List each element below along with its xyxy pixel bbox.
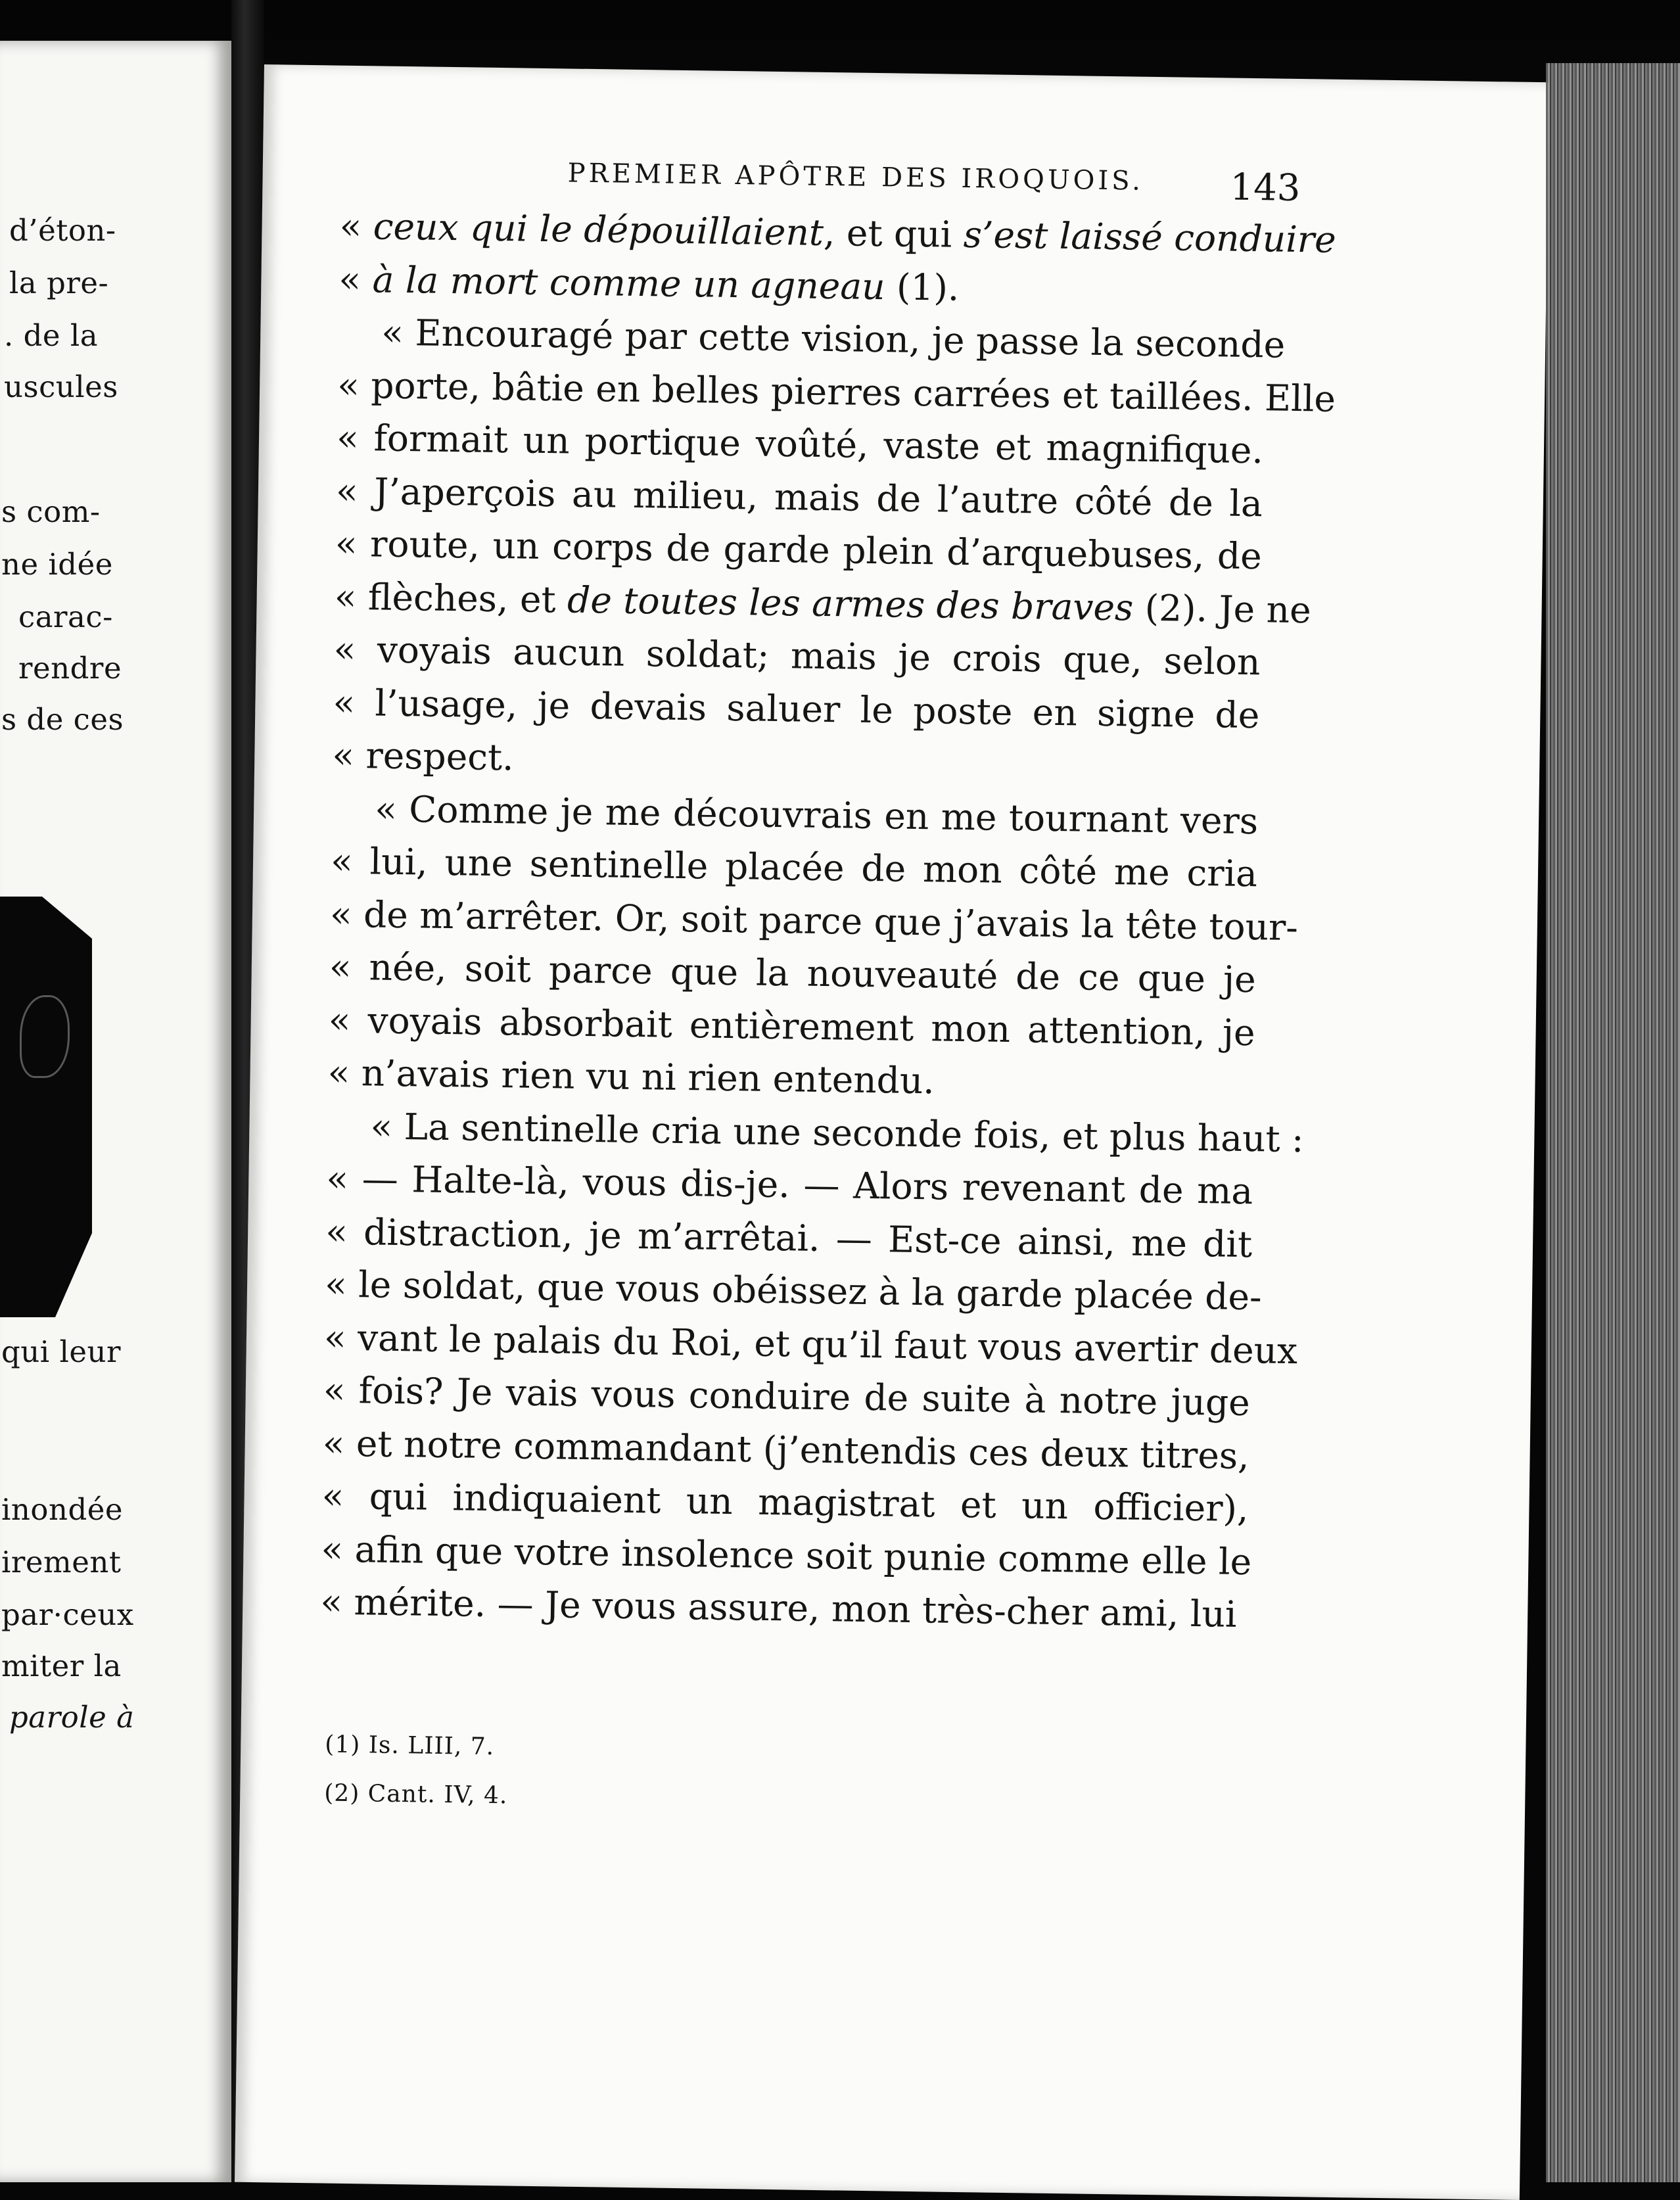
footnote: (2) Cant. IV, 4.: [324, 1779, 508, 1810]
text-run: « porte, bâtie en belles pierres carrées et taillées. Elle: [337, 363, 1336, 420]
text-run: « vant le palais du Roi, et qu’il faut vous avertir deux: [323, 1316, 1298, 1372]
left-facing-page: [0, 41, 231, 2182]
left-page-line: carac-: [18, 599, 113, 634]
text-line: [321, 1476, 1249, 1528]
text-line: [325, 1211, 1253, 1264]
left-page-line: ne idée: [1, 547, 113, 582]
italic-text-run: ceux qui le dépouillaient: [373, 205, 824, 254]
text-run: (2). Je ne: [1132, 586, 1312, 632]
text-run: « le soldat, que vous obéissez à la garde placée de-: [324, 1263, 1263, 1319]
text-line: [327, 1053, 1255, 1106]
left-page-line: par·ceux: [1, 1597, 134, 1632]
left-page-line: qui leur: [1, 1334, 122, 1369]
text-line: [331, 841, 1258, 894]
left-page-line: s com-: [1, 494, 101, 529]
text-line: [335, 524, 1262, 576]
italic-text-run: de toutes les armes des braves: [567, 578, 1134, 629]
text-run: « formait un portique voûté, vaste et magnifique.: [336, 416, 1264, 472]
text-run: « afin que votre insolence soit punie comme elle le: [321, 1528, 1252, 1583]
left-page-line: uscules: [4, 369, 118, 404]
left-page-line: miter la: [1, 1649, 122, 1683]
text-run: « l’usage, je devais saluer le poste en signe de: [333, 681, 1260, 737]
text-line: [381, 311, 1286, 366]
text-run: «: [338, 258, 373, 301]
text-run: « fois? Je vais vous conduire de suite à notre juge: [323, 1369, 1251, 1424]
text-run: « distraction, je m’arrêtai. — Est-ce ainsi, me dit: [325, 1210, 1253, 1266]
text-line: [322, 1423, 1249, 1476]
text-run: « route, un corps de garde plein d’arquebuses, de: [335, 522, 1263, 578]
text-run: « n’avais rien vu ni rien entendu.: [327, 1051, 935, 1102]
illustration-fragment: [0, 897, 92, 1317]
left-page-line: parole à: [9, 1700, 135, 1735]
text-line: [321, 1528, 1252, 1583]
text-line: [337, 363, 1336, 420]
left-page-line: d’éton-: [9, 213, 116, 248]
page-number: 143: [1230, 166, 1301, 210]
text-run: « mérite. — Je vous assure, mon très-cher ami, lui: [319, 1580, 1237, 1635]
text-line: [334, 575, 1312, 632]
left-page-line: la pre-: [9, 266, 109, 300]
right-page: [235, 64, 1549, 2200]
italic-text-run: s’est laissé conduire: [963, 213, 1337, 261]
text-line: [332, 736, 1259, 788]
text-line: [333, 683, 1260, 736]
left-page-line: s de ces: [1, 702, 124, 737]
footnote: (1) Is. LIII, 7.: [325, 1731, 495, 1761]
text-line: [323, 1370, 1250, 1422]
text-line: [370, 1105, 1305, 1161]
text-line: [323, 1316, 1298, 1372]
text-line: [338, 260, 1266, 312]
left-page-line: rendre: [18, 651, 122, 686]
text-run: « et notre commandant (j’entendis ces deux titres,: [322, 1422, 1250, 1478]
text-run: « La sentinelle cria une seconde fois, et plus haut :: [370, 1105, 1305, 1161]
page-edges-block: [1546, 63, 1680, 2182]
text-run: (1).: [885, 266, 960, 309]
text-run: « de m’arrêter. Or, soit parce que j’avais la tête tour-: [329, 893, 1299, 949]
text-line: [375, 789, 1259, 841]
text-run: « Encouragé par cette vision, je passe la seconde: [381, 311, 1286, 366]
text-run: , et qui: [823, 211, 964, 256]
text-run: « voyais aucun soldat; mais je crois que, selon: [333, 628, 1261, 684]
text-line: [329, 893, 1299, 949]
text-run: « — Halte-là, vous dis-je. — Alors revenant de ma: [325, 1157, 1253, 1213]
text-line: [337, 418, 1264, 471]
text-line: [329, 947, 1256, 1000]
text-run: « née, soit parce que la nouveauté de ce que je: [329, 945, 1257, 1001]
text-run: « lui, une sentinelle placée de mon côté me cria: [330, 839, 1258, 895]
text-run: «: [339, 204, 374, 248]
text-line: [326, 1158, 1253, 1211]
illustration-detail: [20, 995, 70, 1078]
text-run: « flèches, et: [334, 575, 568, 621]
running-head: PREMIER APÔTRE DES IROQUOIS.: [567, 158, 1144, 197]
text-line: [324, 1263, 1263, 1319]
text-line: [320, 1581, 1248, 1634]
left-page-line: inondée: [1, 1492, 124, 1527]
left-page-line: irement: [1, 1545, 122, 1580]
text-run: « J’aperçois au milieu, mais de l’autre côté de la: [335, 469, 1263, 525]
text-run: « qui indiquaient un magistrat et un officier),: [321, 1474, 1249, 1530]
left-page-line: . de la: [4, 318, 99, 353]
text-line: [328, 1000, 1255, 1053]
text-run: « respect.: [331, 734, 515, 779]
text-line: [336, 471, 1263, 524]
text-line: [333, 630, 1261, 682]
text-line: [339, 204, 1337, 261]
text-run: « Comme je me découvrais en me tournant vers: [374, 787, 1259, 843]
text-run: « voyais absorbait entièrement mon attention, je: [328, 998, 1256, 1054]
italic-text-run: à la mort comme un agneau: [372, 258, 886, 308]
